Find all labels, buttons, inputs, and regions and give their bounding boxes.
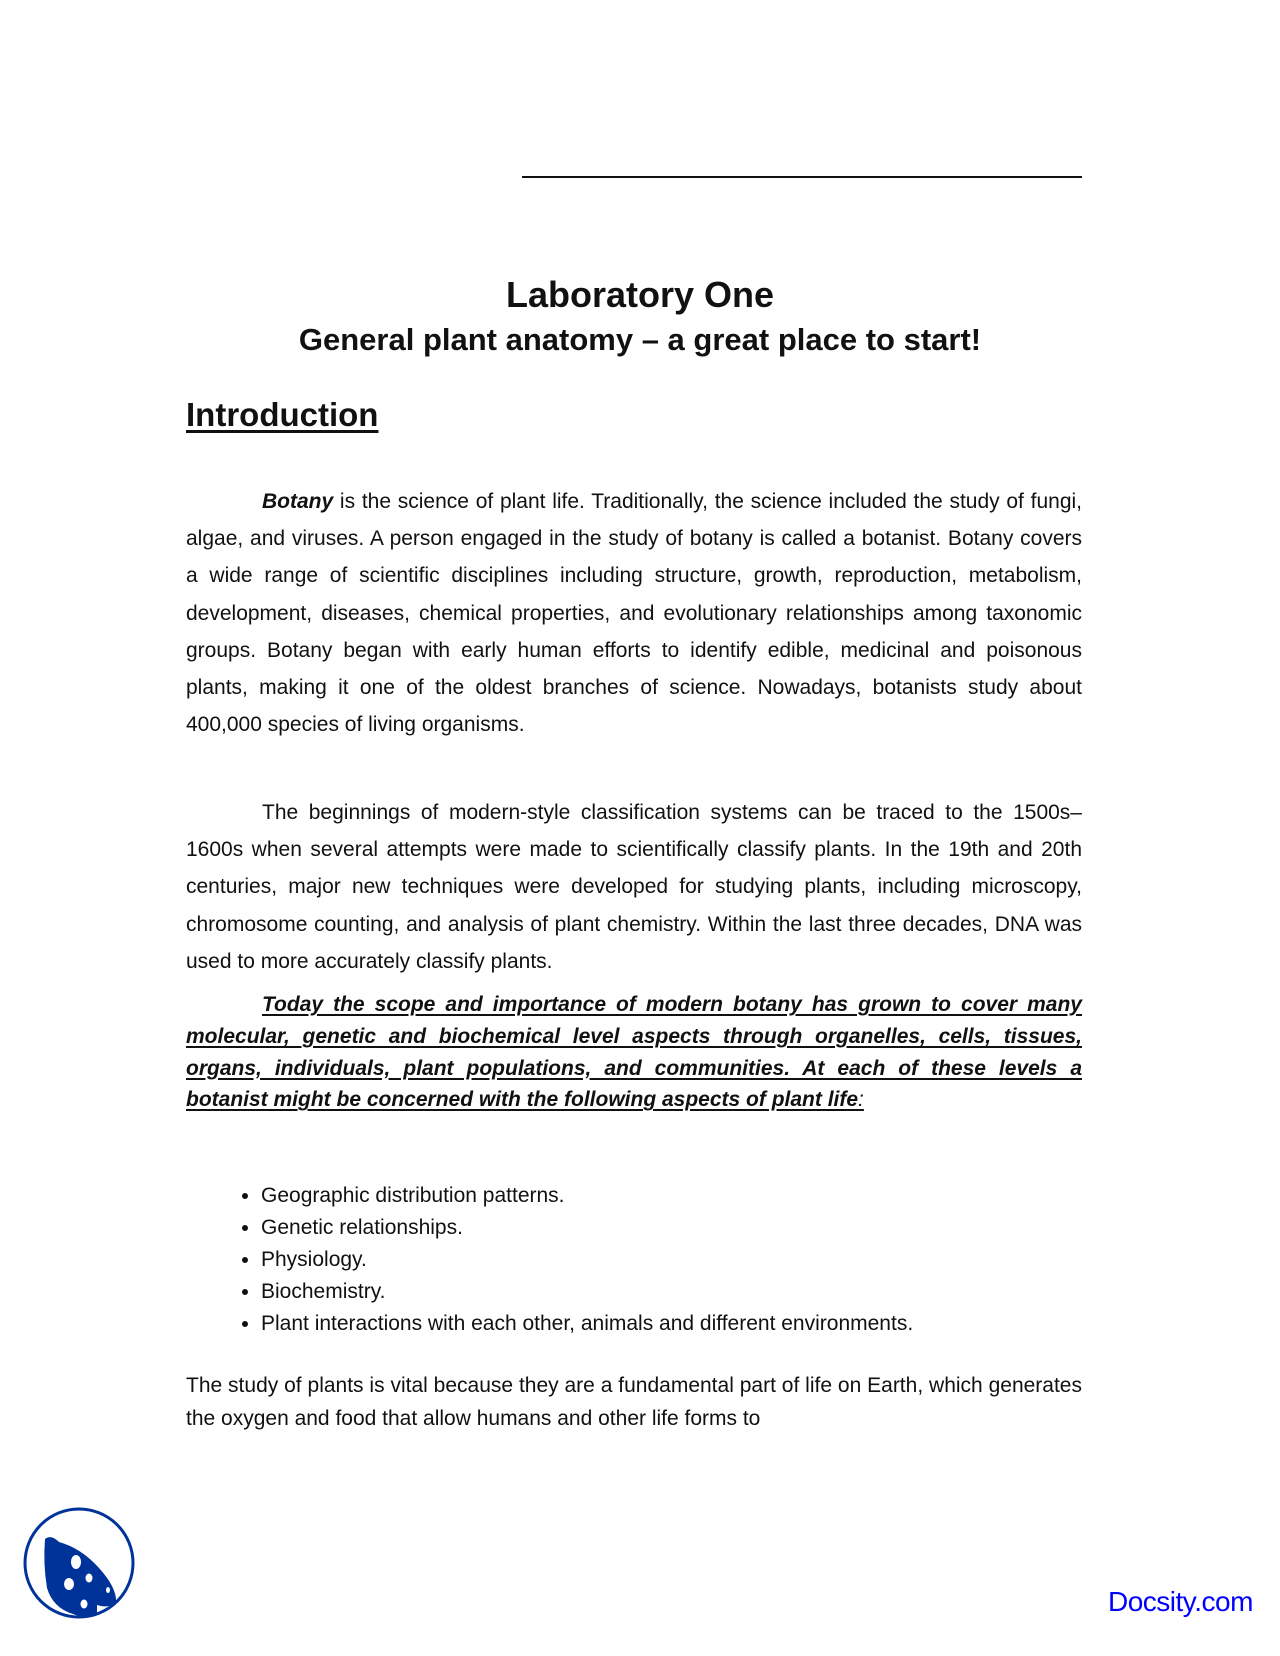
docsity-link[interactable]: Docsity.com <box>1108 1586 1253 1617</box>
paragraph-3-emphasis <box>186 989 1082 1116</box>
paragraph-1 <box>186 483 1082 743</box>
docsity-logo-icon[interactable] <box>21 1506 137 1620</box>
page-subtitle: General plant anatomy – a great place to start! <box>298 322 982 357</box>
section-heading: Introduction <box>186 396 379 433</box>
header-rule <box>522 176 1082 178</box>
paragraph-3-text: Today the scope and importance of modern botany has grown to cover many molecular, genetic and biochemical level aspects through organelles, cells, tissues, organs, individuals, plant populations, and communities. At each of these levels a botanist might be concerned with the following aspects of plant life <box>186 993 1082 1112</box>
paragraph-2: The beginnings of modern-style classification systems can be traced to the 1500s–1600s when several attempts were made to scientifically classify plants. In the 19th and 20th centuries, major new techniques were developed for studying plants, including microscopy, chromosome counting, and analysis of plant chemistry. Within the last three decades, DNA was used to more accurately classify plants. <box>186 801 1082 973</box>
page-title: Laboratory One <box>505 274 775 315</box>
list-item: • Plant interactions with each other, animals and different environments. <box>261 1308 913 1340</box>
paragraph-3-colon: : <box>858 1088 864 1112</box>
list-item: • Genetic relationships. <box>261 1212 913 1244</box>
list-item: • Physiology. <box>261 1244 913 1276</box>
list-item: • Biochemistry. <box>261 1276 913 1308</box>
aspects-list <box>186 1180 913 1340</box>
botany-term: Botany <box>262 490 334 513</box>
paragraph-1-text: is the science of plant life. Traditionally, the science included the study of fungi, algae, and viruses. A person engaged in the study of botany is called a botanist. Botany covers a wide range of scientific disciplines including structure, growth, reproduction, metabolism, development, diseases, chemical properties, and evolutionary relationships among taxonomic groups. Botany began with early human efforts to identify edible, medicinal and poisonous plants, making it one of the oldest branches of science. Nowadays, botanists study about 400,000 species of living organisms. <box>186 490 1082 737</box>
paragraph-4: The study of plants is vital because they are a fundamental part of life on Earth, which generates the oxygen and food that allow humans and other life forms to <box>186 1374 1082 1430</box>
list-item: • Geographic distribution patterns. <box>261 1180 913 1212</box>
